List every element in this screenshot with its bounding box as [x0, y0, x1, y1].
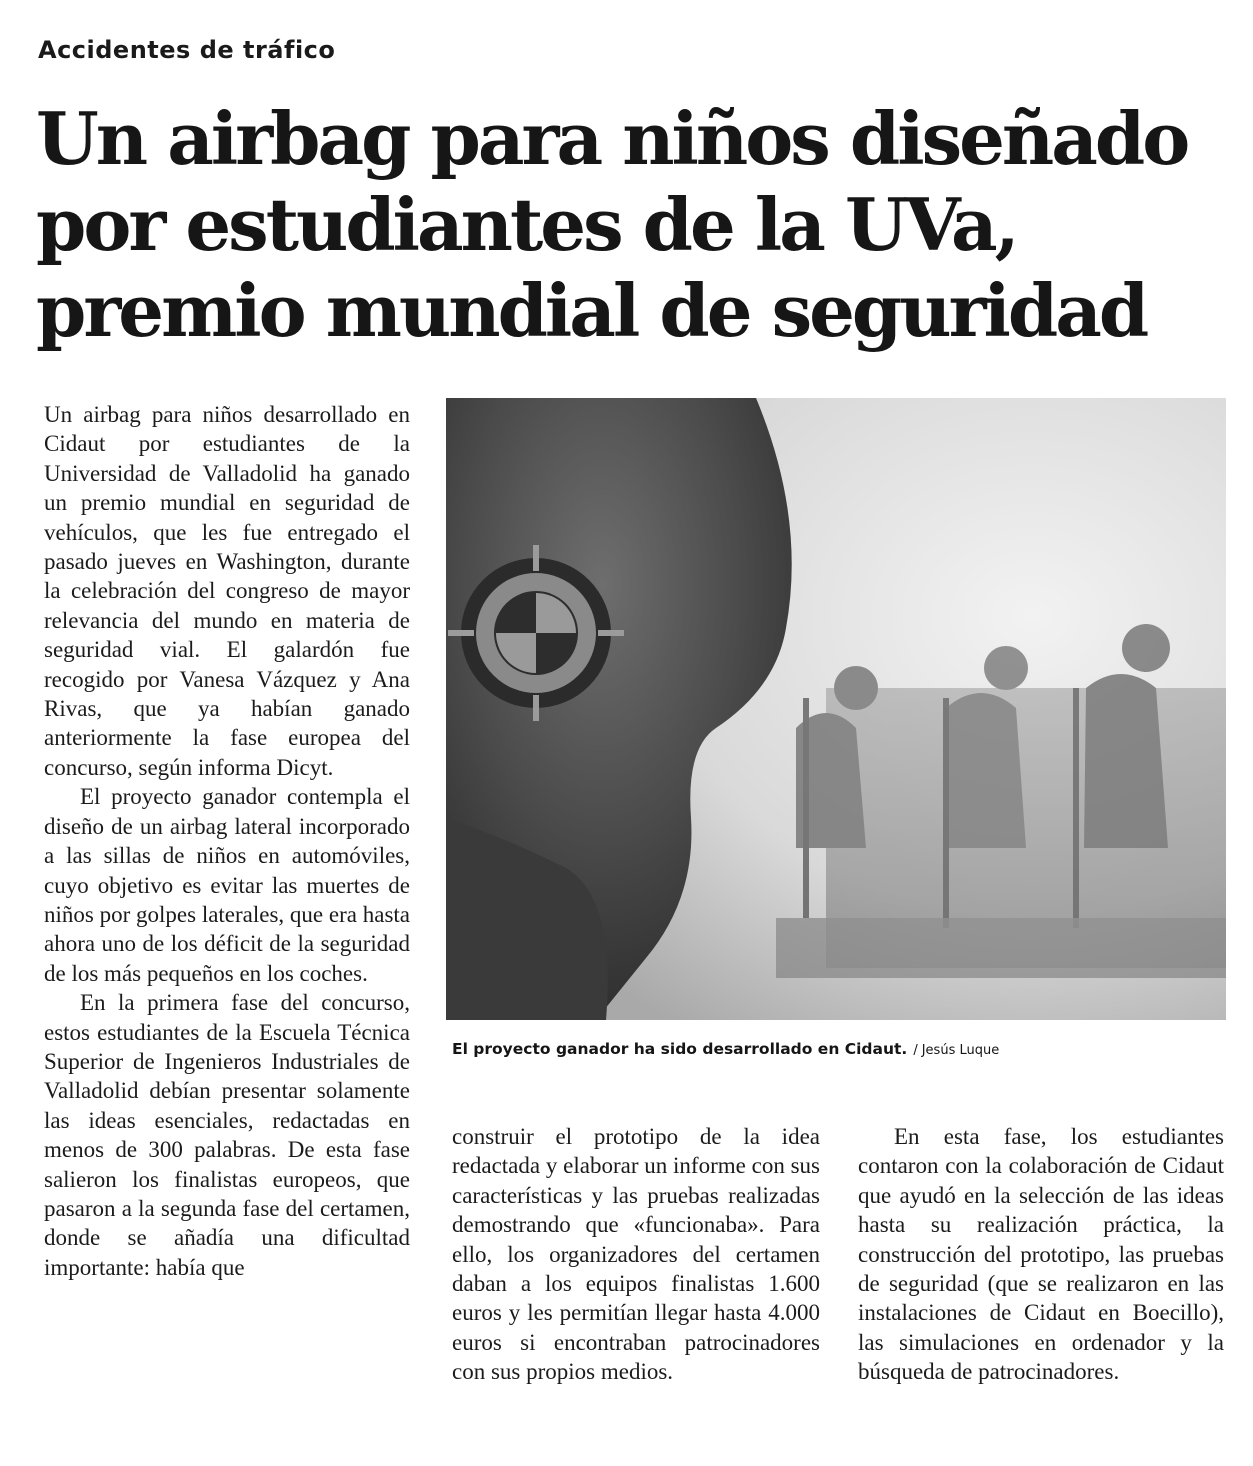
- paragraph-4: construir el prototipo de la idea redactada y elaborar un informe con sus características y las pruebas realizadas demostrando que «funcionaba». Para ello, los organizadores del certamen daban a los equipos finalistas 1.600 euros y les permitían llegar hasta 4.000 euros si encontraban patrocinadores con sus propios medios.: [452, 1124, 820, 1385]
- headline-line-1: Un airbag para niños diseñado: [36, 96, 1188, 181]
- paragraph-1: Un airbag para niños desarrollado en Cidaut por estudiantes de la Universidad de Valladolid ha ganado un premio mundial en seguridad de vehículos, que les fue entregado el pasado jueves en Washington, durante la celebración del congreso de mayor relevancia del mundo en materia de seguridad vial. El galardón fue recogido por Vanesa Vázquez y Ana Rivas, que ya habían ganado anteriormente la fase europea del concurso, según informa Dicyt.: [44, 402, 410, 780]
- paragraph-3: En la primera fase del concurso, estos estudiantes de la Escuela Técnica Superior de Ingenieros Industriales de Valladolid debían presentar solamente las ideas esenciales, redactadas en menos de 300 palabras. De esta fase salieron los finalistas europeos, que pasaron a la segunda fase del certamen, donde se añadía una dificultad importante: había que: [44, 990, 410, 1280]
- article-photo: [446, 398, 1226, 1020]
- headline: [36, 96, 1216, 354]
- article-column-2: [452, 1122, 820, 1387]
- headline-line-2: por estudiantes de la UVa,: [36, 182, 1017, 267]
- crash-test-dummy-image: [446, 398, 1226, 1020]
- paragraph-5: En esta fase, los estudiantes contaron con la colaboración de Cidaut que ayudó en la selección de las ideas hasta su realización práctica, la construcción del prototipo, las pruebas de seguridad (que se realizaron en las instalaciones de Cidaut en Boecillo), las simulaciones en ordenador y la búsqueda de patrocinadores.: [858, 1124, 1224, 1385]
- caption-separator: /: [913, 1043, 918, 1058]
- section-label: Accidentes de tráfico: [38, 36, 336, 64]
- headline-line-3: premio mundial de seguridad: [36, 268, 1147, 353]
- caption-text: El proyecto ganador ha sido desarrollado en Cidaut.: [452, 1040, 908, 1058]
- article-column-3: [858, 1122, 1224, 1387]
- photo-caption: [452, 1040, 1232, 1058]
- article-column-1: [44, 400, 410, 1282]
- photo-credit: Jesús Luque: [921, 1043, 1000, 1058]
- paragraph-2: El proyecto ganador contempla el diseño de un airbag lateral incorporado a las sillas de niños en automóviles, cuyo objetivo es evitar las muertes de niños por golpes laterales, que era hasta ahora uno de los déficit de la seguridad de los más pequeños en los coches.: [44, 784, 410, 986]
